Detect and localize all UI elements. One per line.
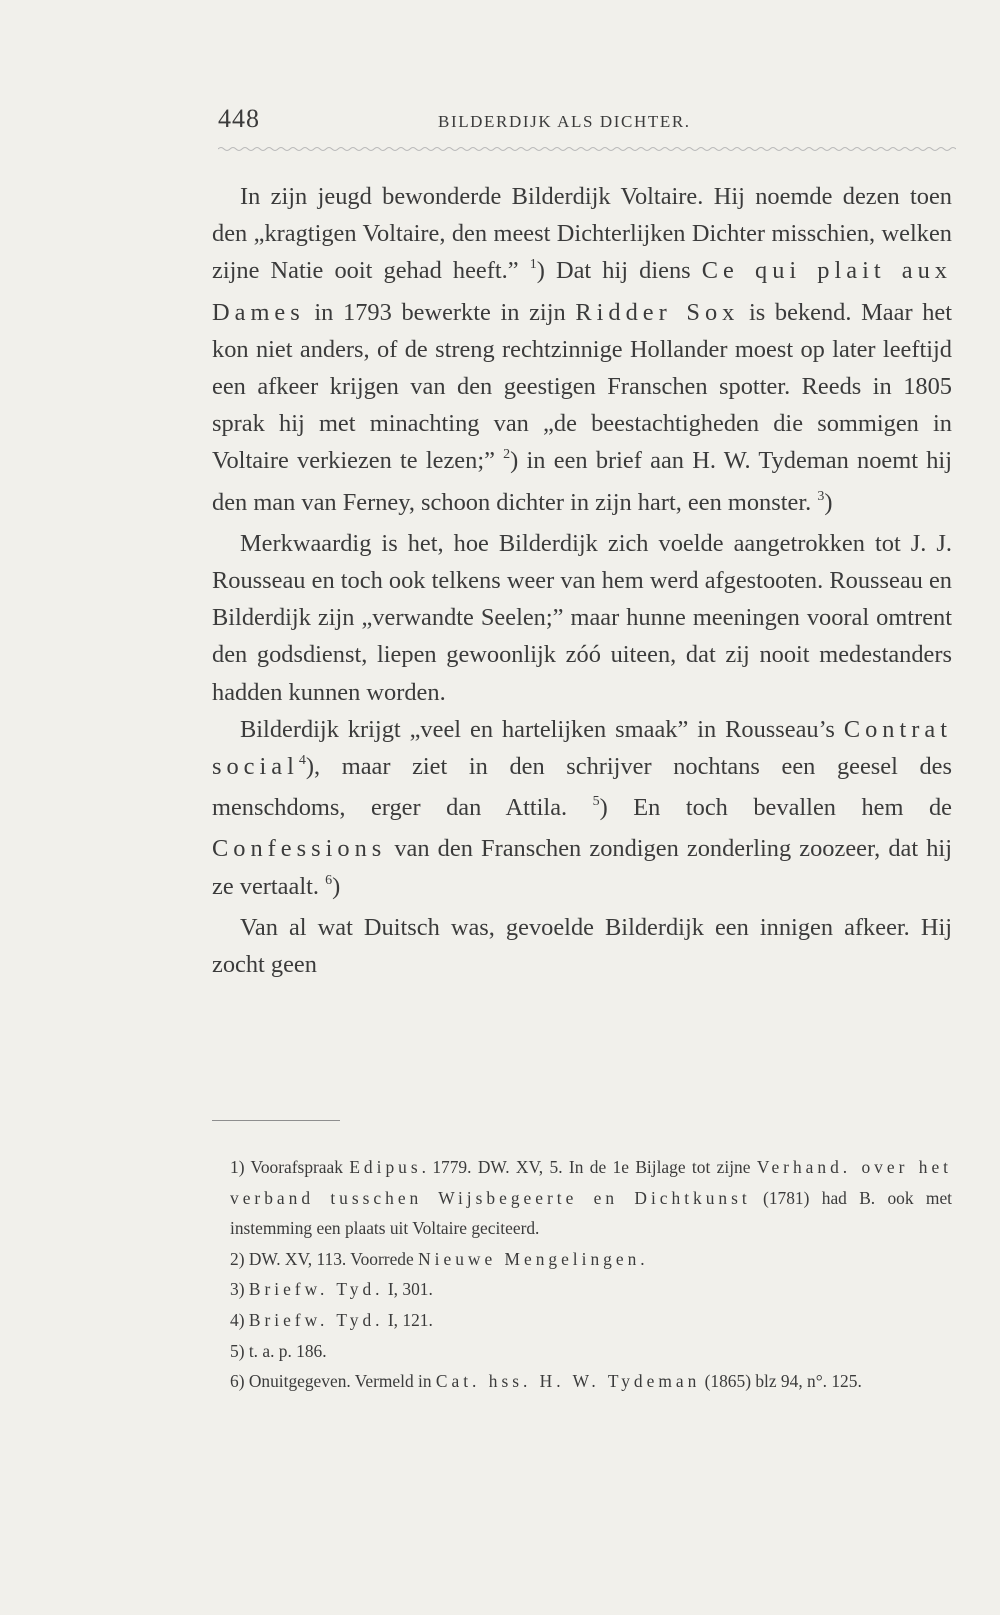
- footnote-ref: 2: [503, 447, 511, 463]
- text-run: van den Franschen zondigen zonderling zoozeer, dat hij ze vertaalt.: [212, 835, 952, 900]
- paragraph-contrat-social: [212, 711, 952, 909]
- ornamental-rule: [218, 146, 956, 152]
- footnote-2: [208, 1244, 952, 1275]
- page-number: 448: [218, 104, 260, 133]
- footnote-ref: 6: [325, 872, 333, 888]
- footnote-3: [208, 1274, 952, 1305]
- work-title: Ce qui plait aux Dames: [212, 257, 952, 326]
- text-run: ) En toch bevallen hem de: [599, 794, 952, 822]
- footnote-4: [208, 1305, 952, 1336]
- footnote-text: (1781) had B. ook met instemming een plaats uit Voltaire geciteerd.: [230, 1187, 952, 1239]
- work-title: Nieuwe Mengelingen: [418, 1248, 641, 1269]
- work-title: Briefw. Tyd.: [248, 1309, 384, 1330]
- text-run: Van al wat Duitsch was, gevoelde Bilderdijk een innigen afkeer. Hij zocht geen: [212, 913, 952, 979]
- running-head: BILDERDIJK ALS DICHTER.: [438, 112, 691, 131]
- footnote-text: 4): [230, 1309, 249, 1330]
- footnote-ref: 3: [817, 488, 825, 504]
- work-title: Contrat social: [212, 715, 952, 781]
- footnotes: [208, 1152, 952, 1397]
- page-header: [212, 104, 952, 144]
- work-title: Briefw. Tyd.: [248, 1279, 384, 1300]
- footnote-text: I, 121.: [383, 1309, 433, 1330]
- footnote-text: (1865) blz 94, n°. 125.: [700, 1371, 862, 1392]
- footnote-separator: [212, 1120, 340, 1121]
- footnote-ref: 4: [298, 753, 306, 769]
- footnote-text: 2) DW. XV, 113. Voorrede: [230, 1248, 419, 1269]
- text-run: In zijn jeugd bewonderde Bilderdijk Voltaire. Hij noemde dezen toen den „kragtigen Voltaire, den meest Dichterlijken Dichter misschien, welken zijne Natie ooit gehad heeft.”: [212, 183, 952, 285]
- footnote-text: 1) Voorafspraak: [230, 1157, 350, 1177]
- footnote-text: I, 301.: [383, 1279, 433, 1300]
- footnote-text: . 1779. DW. XV, 5. In de 1e Bijlage tot zijne: [421, 1157, 757, 1177]
- work-title: Confessions: [212, 835, 387, 863]
- footnote-ref: 5: [592, 794, 600, 810]
- text-run: ): [332, 872, 341, 900]
- work-title: Edipus: [349, 1157, 422, 1177]
- work-title: Verhand. over het verband tusschen Wijsbegeerte en Dichtkunst: [230, 1157, 953, 1208]
- work-title: Ridder Sox: [575, 298, 740, 326]
- body-text: [212, 178, 952, 983]
- footnote-text: .: [640, 1248, 645, 1269]
- footnote-text: 3): [230, 1279, 249, 1300]
- footnote-5: [208, 1336, 952, 1367]
- text-run: Bilderdijk krijgt „veel en hartelijken smaak” in Rousseau’s: [240, 715, 844, 743]
- footnote-1: [208, 1152, 952, 1244]
- text-run: in 1793 bewerkte in zijn: [304, 298, 576, 326]
- footnote-ref: 1: [529, 257, 537, 273]
- paragraph-rousseau: [212, 525, 952, 711]
- text-run: is bekend. Maar het kon niet anders, of de streng rechtzinnige Hollander moest op later leeftijd een afkeer krijgen van den geestigen Franschen spotter. Reeds in 1805 sprak hij met minachting van „de beestachtigheden die sommigen in Voltaire verkiezen te lezen;”: [212, 298, 953, 475]
- text-run: ), maar ziet in den schrijver nochtans een geesel des menschdoms, erger dan Attila.: [212, 753, 952, 822]
- paragraph-voltaire: [212, 178, 952, 525]
- footnote-text: 5) t. a. p. 186.: [230, 1340, 327, 1361]
- footnote-text: 6) Onuitgegeven. Vermeld in: [230, 1371, 436, 1392]
- text-run: Merkwaardig is het, hoe Bilderdijk zich voelde aangetrokken tot J. J. Rousseau en toch ook telkens weer van hem werd afgestooten. Rousseau en Bilderdijk zijn „verwandte Seelen;” maar hunne meeningen vooral omtrent den godsdienst, liepen gewoonlijk zóó uiteen, dat zij nooit medestanders hadden kunnen worden.: [212, 529, 952, 706]
- text-run: ): [824, 488, 833, 516]
- text-run: ) in een brief aan H. W. Tydeman noemt hij den man van Ferney, schoon dichter in zijn hart, een monster.: [212, 447, 952, 516]
- work-title: Cat. hss. H. W. Tydeman: [435, 1371, 701, 1392]
- footnote-6: [208, 1366, 952, 1397]
- paragraph-duitsch: [212, 909, 952, 983]
- text-run: ) Dat hij diens: [536, 257, 702, 285]
